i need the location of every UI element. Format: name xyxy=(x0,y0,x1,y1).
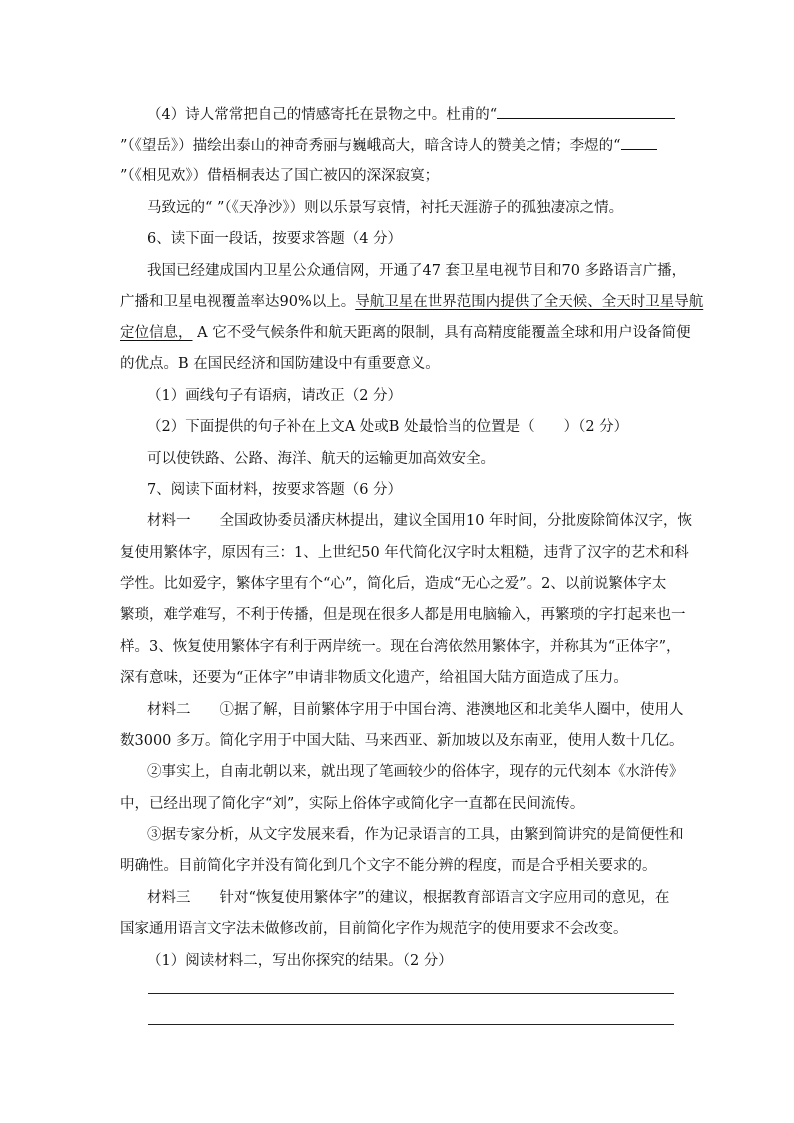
material-2-line-4: 中，已经出现了简化字“刘”，实际上俗体字或简化字一直都在民间流传。 xyxy=(120,796,585,812)
q4-line-3: ”（《相见欢》）借梧桐表达了国亡被囚的深深寂寞； xyxy=(120,168,440,184)
q4-line-4: 马致远的“ ”（《天净沙》）则以乐景写哀情，衬托天涯游子的孤独凄凉之情。 xyxy=(147,200,624,216)
material-2-line-5: ③据专家分析，从文字发展来看，作为记录语言的工具，由繁到简讲究的是简便性和 xyxy=(147,827,684,843)
material-3-line-1: 材料三 针对“恢复使用繁体字”的建议，根据教育部语言文字应用司的意见，在 xyxy=(147,890,670,906)
material-1-line-4: 繁琐，难学难写，不利于传播，但是现在很多人都是用电脑输入，再繁琐的字打起来也一 xyxy=(120,607,686,623)
underlined-sentence-part-1: 导航卫星在世界范围内提供了全天候、全天时卫星导航 xyxy=(355,294,704,310)
q6-sub-question-1: （1）画线句子有语病，请改正（2 分） xyxy=(147,388,403,404)
q6-candidate-sentence: 可以使铁路、公路、海洋、航天的运输更加高效安全。 xyxy=(147,451,495,467)
fill-blank-1[interactable] xyxy=(497,104,675,119)
q7-title: 7、阅读下面材料，按要求答题（6 分） xyxy=(147,482,403,498)
q6-paragraph-line-2: 广播和卫星电视覆盖率达90%以上。导航卫星在世界范围内提供了全天候、全天时卫星导航 xyxy=(120,294,704,310)
q6-paragraph-line-1: 我国已经建成国内卫星公众通信网，开通了47 套卫星电视节目和70 多路语言广播， xyxy=(147,263,687,279)
material-2-line-6: 明确性。目前简化字并没有简化到几个文字不能分辨的程度，而是合乎相关要求的。 xyxy=(120,858,657,874)
q6-paragraph-line-4: 的优点。B 在国民经济和国防建设中有重要意义。 xyxy=(120,356,440,372)
q6-sub-question-2: （2）下面提供的句子补在上文A 处或B 处最恰当的位置是（ ）（2 分） xyxy=(147,419,629,435)
q6-paragraph-line-3: 定位信息， A 它不受气候条件和航天距离的限制，具有高精度能覆盖全球和用户设备简便 xyxy=(120,325,691,341)
material-2-line-3: ②事实上，自南北朝以来，就出现了笔画较少的俗体字，现存的元代刻本《水浒传》 xyxy=(147,764,684,780)
q4-line-2: ”（《望岳》）描绘出泰山的神奇秀丽与巍峨高大，暗含诗人的赞美之情；李煜的“ xyxy=(120,135,680,156)
q4-line-1: （4）诗人常常把自己的情感寄托在景物之中。杜甫的“ xyxy=(147,104,677,125)
q6-title: 6、读下面一段话，按要求答题（4 分） xyxy=(147,231,403,247)
material-2-line-1: 材料二 ①据了解，目前繁体字用于中国台湾、港澳地区和北美华人圈中，使用人 xyxy=(147,702,684,718)
underlined-sentence-part-2: 定位信息， xyxy=(120,325,193,341)
material-2-line-2: 数3000 多万。简化字用于中国大陆、马来西亚、新加坡以及东南亚，使用人数十几亿。 xyxy=(120,733,684,749)
q7-sub-question-1: （1）阅读材料二，写出你探究的结果。（2 分） xyxy=(147,953,453,969)
material-3-line-2: 国家通用语言文字法未做修改前，目前简化字作为规范字的使用要求不会改变。 xyxy=(120,921,628,937)
material-1-line-6: 深有意味，还要为“正体字”申请非物质文化遗产，给祖国大陆方面造成了压力。 xyxy=(120,670,628,686)
material-1-line-1: 材料一 全国政协委员潘庆林提出，建议全国用10 年时间，分批废除简体汉字，恢 xyxy=(147,513,693,529)
answer-line-1[interactable] xyxy=(148,993,674,994)
material-1-line-5: 样。3、恢复使用繁体字有利于两岸统一。现在台湾依然用繁体字，并称其为“正体字”， xyxy=(120,639,681,655)
material-1-line-2: 复使用繁体字，原因有三：1、上世纪50 年代简化汉字时太粗糙，违背了汉字的艺术和科 xyxy=(120,545,689,561)
answer-line-2[interactable] xyxy=(148,1024,674,1025)
fill-blank-2[interactable] xyxy=(621,135,657,150)
material-1-line-3: 学性。比如爱字，繁体字里有个“心”，简化后，造成“无心之爱”。2、以前说繁体字太 xyxy=(120,576,667,592)
